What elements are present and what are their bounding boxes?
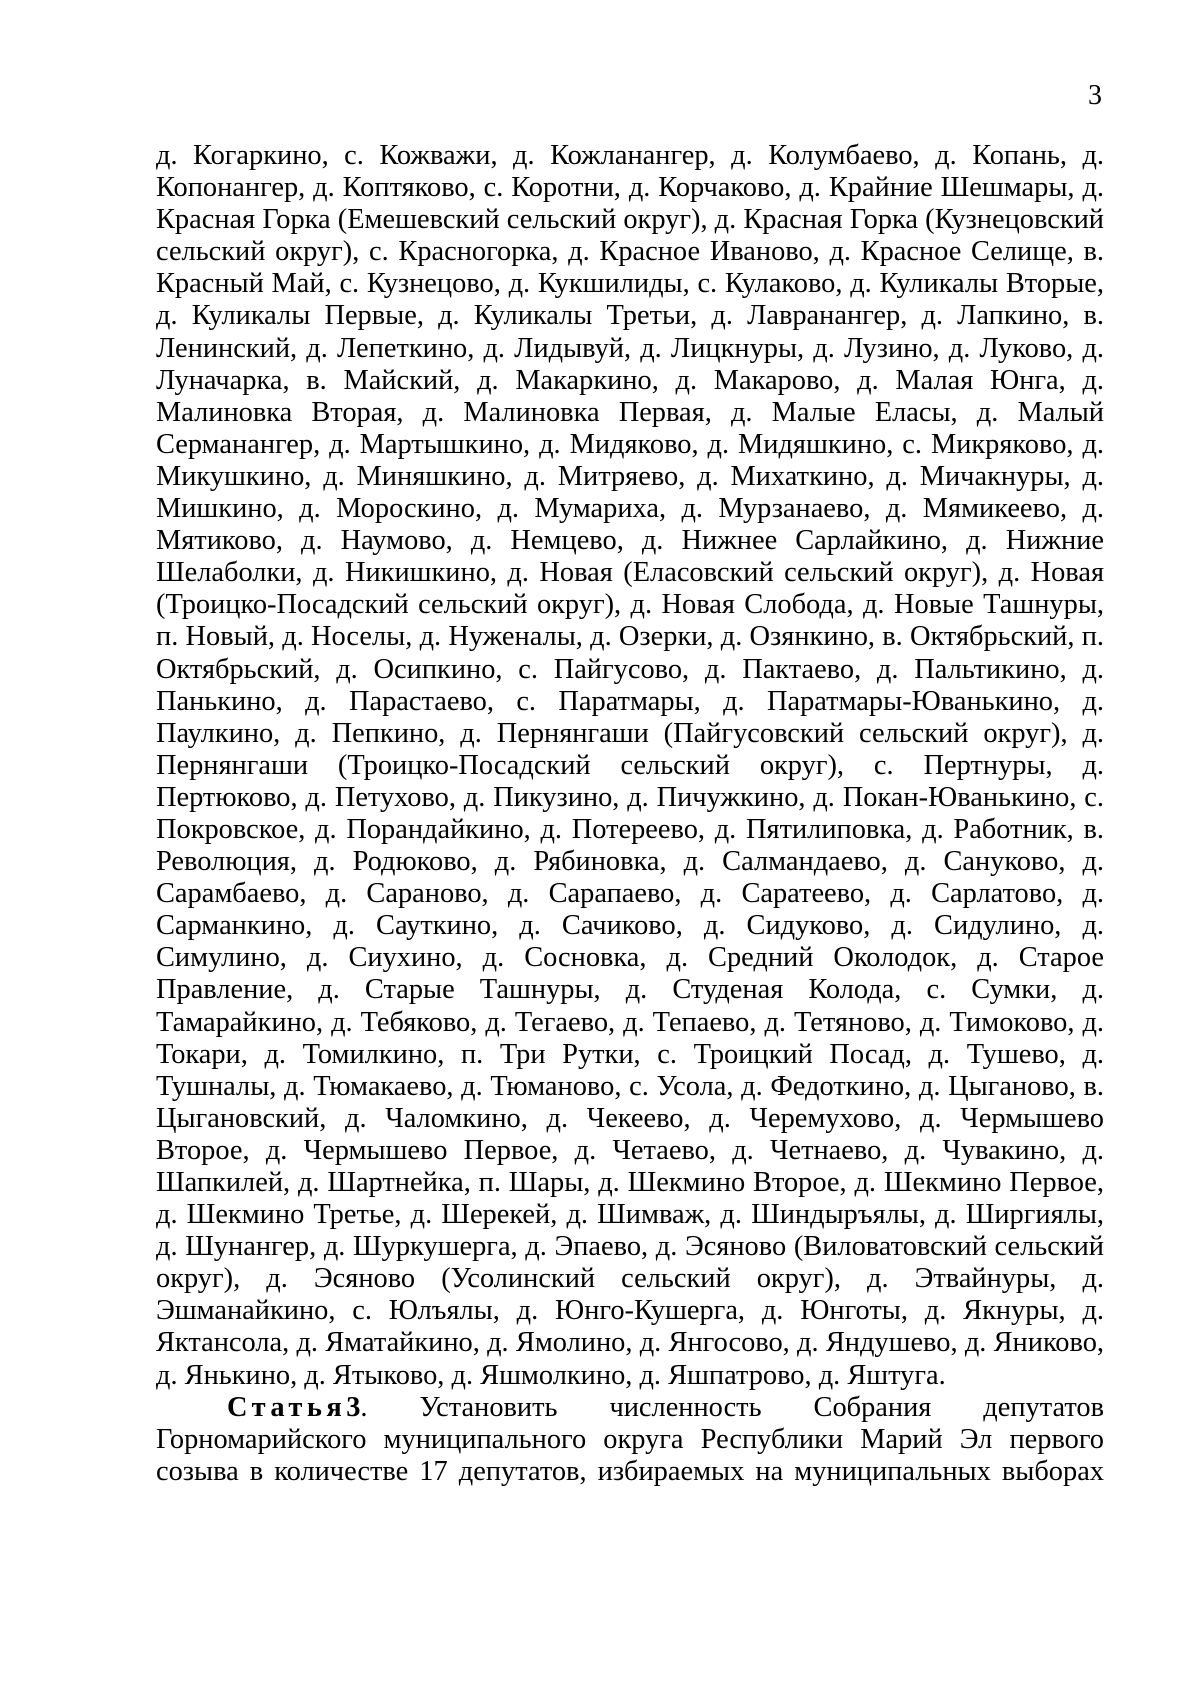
article-paragraph: Статья3. Установить численность Собрания депутатов Горномарийского муниципального округа Республики Марий Эл первого созыва в количестве 17 депутатов, избираемых на муниципальных выборах: [156, 1391, 1104, 1487]
article-label: Статья: [227, 1391, 347, 1423]
article-text: Установить численность Собрания депутатов Горномарийского муниципального округа Республики Марий Эл первого созыва в количестве 17 депутатов, избираемых на муниципальных выборах: [156, 1391, 1104, 1487]
document-body: [156, 140, 1104, 1488]
article-number: 3: [346, 1391, 361, 1423]
settlements-list-paragraph: д. Когаркино, с. Кожважи, д. Кожланангер, д. Колумбаево, д. Копань, д. Копонангер, д. Коптяково, с. Коротни, д. Корчаково, д. Крайние Шешмары, д. Красная Горка (Емешевский сельский округ), д. Красная Горка (Кузнецовский сельский округ), с. Красногорка, д. Красное Иваново, д. Красное Селище, в. Красный Май, с. Кузнецово, д. Кукшилиды, с. Кулаково, д. Куликалы Вторые, д. Куликалы Первые, д. Куликалы Третьи, д. Лавранангер, д. Лапкино, в. Ленинский, д. Лепеткино, д. Лидывуй, д. Лицкнуры, д. Лузино, д. Луково, д. Луначарка, в. Майский, д. Макаркино, д. Макарово, д. Малая Юнга, д. Малиновка Вторая, д. Малиновка Первая, д. Малые Еласы, д. Малый Серманангер, д. Мартышкино, д. Мидяково, д. Мидяшкино, с. Микряково, д. Микушкино, д. Миняшкино, д. Митряево, д. Михаткино, д. Мичакнуры, д. Мишкино, д. Мороскино, д. Мумариха, д. Мурзанаево, д. Мямикеево, д. Мятиково, д. Наумово, д. Немцево, д. Нижнее Сарлайкино, д. Нижние Шелаболки, д. Никишкино, д. Новая (Еласовский сельский округ), д. Новая (Троицко-Посадский сельский округ), д. Новая Слобода, д. Новые Ташнуры, п. Новый, д. Носелы, д. Нуженалы, д. Озерки, д. Озянкино, в. Октябрьский, п. Октябрьский, д. Осипкино, с. Пайгусово, д. Пактаево, д. Пальтикино, д. Панькино, д. Парастаево, с. Паратмары, д. Паратмары-Юванькино, д. Паулкино, д. Пепкино, д. Пернянгаши (Пайгусовский сельский округ), д. Пернянгаши (Троицко-Посадский сельский округ), с. Пертнуры, д. Пертюково, д. Петухово, д. Пикузино, д. Пичужкино, д. Покан-Юванькино, с. Покровское, д. Порандайкино, д. Потереево, д. Пятилиповка, д. Работник, в. Революция, д. Родюково, д. Рябиновка, д. Салмандаево, д. Сануково, д. Сарамбаево, д. Сараново, д. Сарапаево, д. Саратеево, д. Сарлатово, д. Сарманкино, д. Сауткино, д. Сачиково, д. Сидуково, д. Сидулино, д. Симулино, д. Сиухино, д. Сосновка, д. Средний Околодок, д. Старое Правление, д. Старые Ташнуры, д. Студеная Колода, с. Сумки, д. Тамарайкино, д. Тебяково, д. Тегаево, д. Тепаево, д. Тетяново, д. Тимоково, д. Токари, д. Томилкино, п. Три Рутки, с. Троицкий Посад, д. Тушево, д. Тушналы, д. Тюмакаево, д. Тюманово, с. Усола, д. Федоткино, д. Цыганово, в. Цыгановский, д. Чаломкино, д. Чекеево, д. Черемухово, д. Чермышево Второе, д. Чермышево Первое, д. Четаево, д. Четнаево, д. Чувакино, д. Шапкилей, д. Шартнейка, п. Шары, д. Шекмино Второе, д. Шекмино Первое, д. Шекмино Третье, д. Шерекей, д. Шимваж, д. Шиндыръялы, д. Ширгиялы, д. Шунангер, д. Шуркушерга, д. Эпаево, д. Эсяново (Виловатовский сельский округ), д. Эсяново (Усолинский сельский округ), д. Этвайнуры, д. Эшманайкино, с. Юлъялы, д. Юнго-Кушерга, д. Юнготы, д. Якнуры, д. Яктансола, д. Яматайкино, д. Ямолино, д. Янгосово, д. Яндушево, д. Яниково, д. Янькино, д. Ятыково, д. Яшмолкино, д. Яшпатрово, д. Яштуга.: [156, 140, 1104, 1391]
page-number: 3: [1088, 80, 1102, 111]
